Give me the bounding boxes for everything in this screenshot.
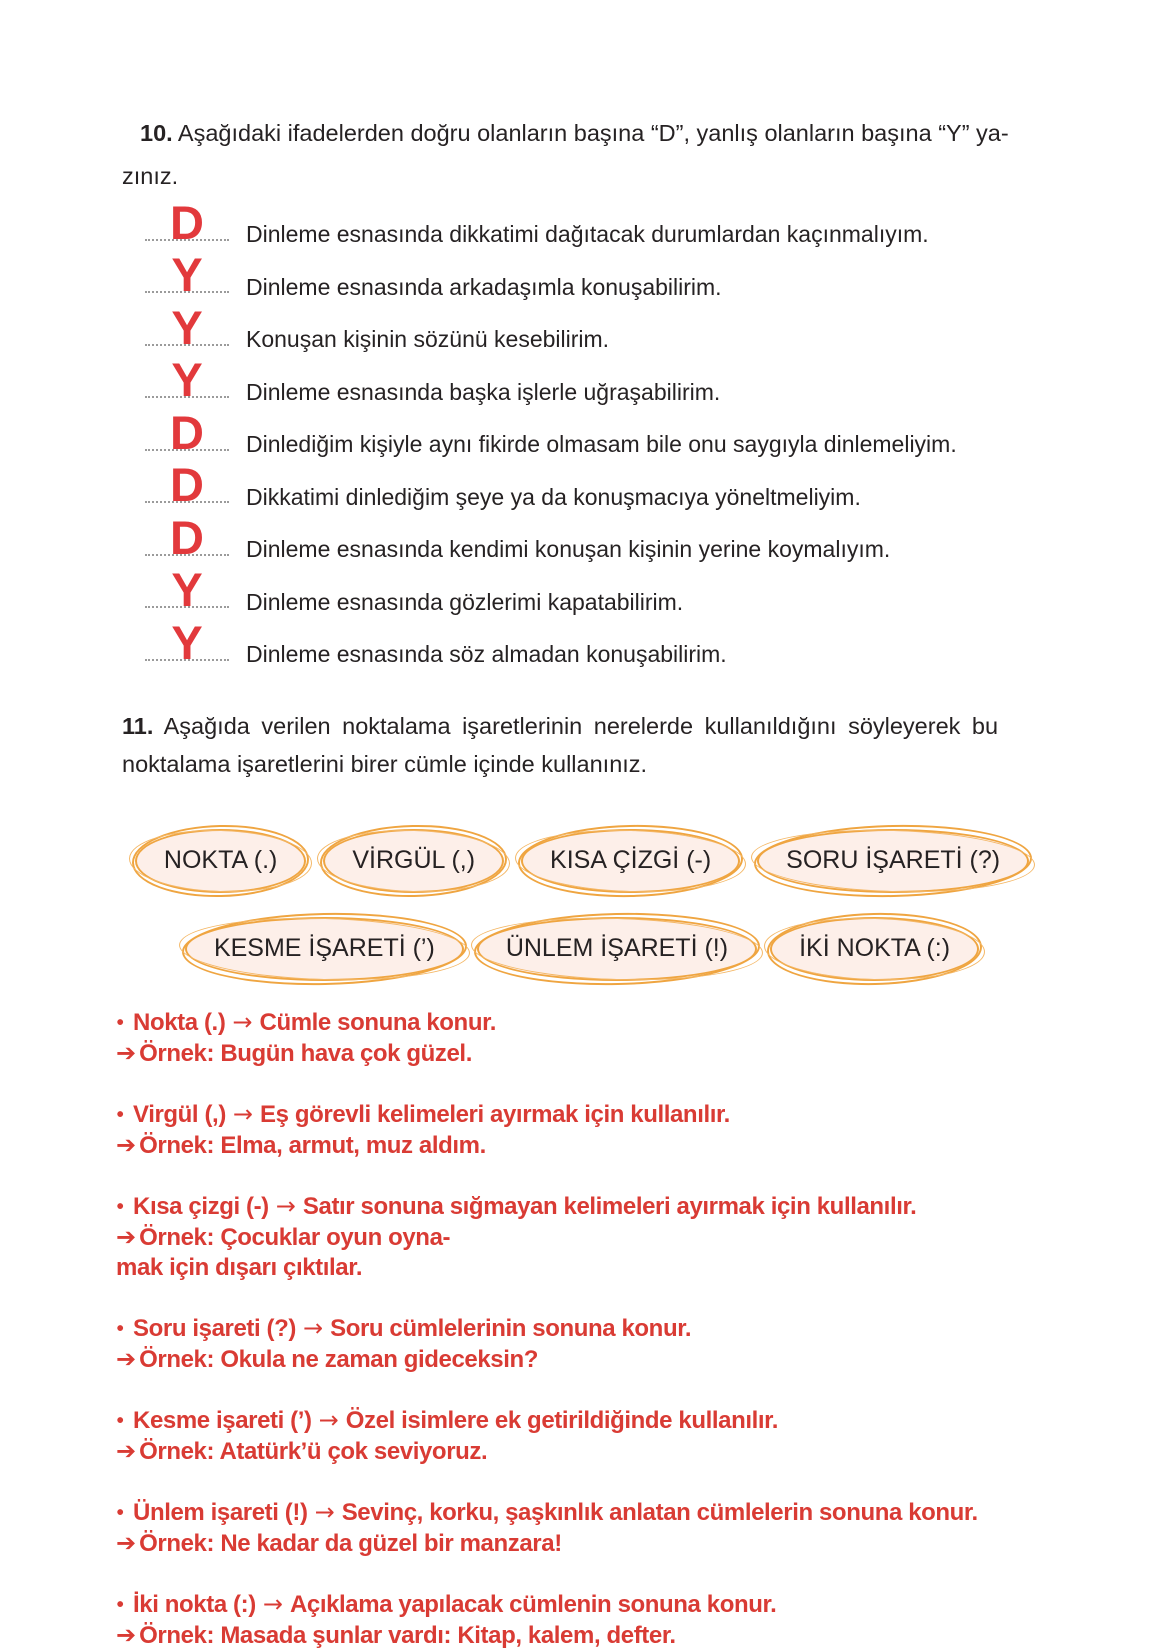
list-item xyxy=(145,556,1042,616)
statement-text: Dinleme esnasında dikkatimi dağıtacak durumlardan kaçınmalıyım. xyxy=(246,221,929,248)
example-arrow-icon: ➔ xyxy=(116,1344,137,1373)
badge-label: NOKTA (.) xyxy=(163,846,278,874)
arrow-icon: → xyxy=(314,1497,335,1526)
statement-text: Dinleme esnasında başka işlerle uğraşabilirim. xyxy=(246,378,721,405)
rule-line xyxy=(116,1405,1042,1436)
example-line xyxy=(116,1222,1042,1253)
example-continuation: mak için dışarı çıktılar. xyxy=(116,1253,363,1281)
rule-text: Soru cümlelerinin sonuna konur. xyxy=(330,1314,692,1342)
answer-section-unlem-isareti xyxy=(116,1497,1042,1559)
arrow-icon: → xyxy=(302,1313,324,1342)
badge-label: İKİ NOKTA (:) xyxy=(799,934,951,962)
answer-blank xyxy=(145,291,229,354)
arrow-icon: → xyxy=(232,1099,254,1128)
handwritten-answer: Y xyxy=(171,300,203,354)
question-11-line1 xyxy=(122,707,1042,745)
rule-term: Soru işareti (?) xyxy=(133,1314,296,1342)
badge-label: KISA ÇİZGİ (-) xyxy=(550,846,712,874)
example-arrow-icon: ➔ xyxy=(116,1528,137,1557)
list-item xyxy=(145,503,1042,564)
answer-blank xyxy=(145,344,229,406)
rule-line xyxy=(116,1007,1042,1038)
answer-section-nokta xyxy=(116,1007,1042,1069)
badge-row-1 xyxy=(122,829,1042,893)
handwritten-answer: D xyxy=(170,458,204,511)
example-text: Örnek: Elma, armut, muz aldım. xyxy=(139,1131,486,1159)
badge-row-2 xyxy=(122,917,1042,981)
rule-text: Eş görevli kelimeleri ayırmak için kullanılır. xyxy=(260,1100,730,1128)
rule-term: Ünlem işareti (!) xyxy=(133,1498,308,1526)
example-line xyxy=(116,1038,1042,1069)
statement-text: Konuşan kişinin sözünü kesebilirim. xyxy=(246,326,610,353)
answer-blank xyxy=(145,186,229,249)
bullet-icon: • xyxy=(116,1194,124,1218)
list-item xyxy=(145,451,1042,511)
example-text: Örnek: Atatürk’ü çok seviyoruz. xyxy=(139,1437,488,1465)
rule-text: Açıklama yapılacak cümlenin sonuna konur. xyxy=(289,1590,777,1618)
rule-text: Sevinç, korku, şaşkınlık anlatan cümlelerin sonuna konur. xyxy=(341,1498,978,1526)
arrow-icon: → xyxy=(318,1405,339,1434)
handwritten-answer: Y xyxy=(171,563,203,616)
handwritten-answers xyxy=(116,1007,1042,1651)
question-11-text1: Aşağıda verilen noktalama işaretlerinin nerelerde kullanıldığını söyleyerek bu xyxy=(163,712,999,739)
example-text: Örnek: Masada şunlar vardı: Kitap, kalem, defter. xyxy=(139,1621,676,1649)
handwritten-answer: D xyxy=(170,195,204,249)
rule-line xyxy=(116,1099,1042,1130)
question-11 xyxy=(122,707,1042,783)
rule-line xyxy=(116,1191,1042,1222)
question-11-number: 11. xyxy=(122,712,154,739)
rule-term: İki nokta (:) xyxy=(133,1590,256,1618)
example-line xyxy=(116,1620,1042,1651)
punctuation-badge-kesme-isareti xyxy=(185,917,464,981)
bullet-icon: • xyxy=(116,1408,124,1432)
list-item xyxy=(145,241,1042,301)
badge-label: KESME İŞARETİ (’) xyxy=(213,934,435,962)
question-10 xyxy=(122,112,1042,198)
statement-text: Dinleme esnasında gözlerimi kapatabilirim. xyxy=(246,588,684,615)
question-10-text1: Aşağıdaki ifadelerden doğru olanların başına “D”, yanlış olanların başına “Y” ya- xyxy=(177,120,1009,146)
answer-blank xyxy=(145,501,229,564)
example-arrow-icon: ➔ xyxy=(116,1620,137,1649)
list-item xyxy=(145,188,1042,249)
list-item xyxy=(145,346,1042,406)
answer-blank xyxy=(145,606,229,669)
question-11-line2: noktalama işaretlerini birer cümle içinde kullanınız. xyxy=(122,750,648,777)
punctuation-badges xyxy=(122,829,1042,981)
answer-blank xyxy=(145,239,229,301)
punctuation-badge-kisa-cizgi xyxy=(521,829,740,893)
bullet-icon: • xyxy=(116,1500,124,1524)
badge-label: VİRGÜL (,) xyxy=(352,846,476,874)
badge-label: ÜNLEM İŞARETİ (!) xyxy=(505,934,729,962)
example-text: Örnek: Ne kadar da güzel bir manzara! xyxy=(139,1529,562,1557)
statement-text: Dikkatimi dinlediğim şeye ya da konuşmacıya yöneltmeliyim. xyxy=(246,483,861,510)
answer-section-soru-isareti xyxy=(116,1313,1042,1375)
question-10-line1 xyxy=(122,112,1042,155)
arrow-icon: → xyxy=(232,1007,253,1036)
bullet-icon: • xyxy=(116,1102,124,1126)
example-text: Örnek: Bugün hava çok güzel. xyxy=(139,1039,472,1067)
rule-line xyxy=(116,1497,1042,1528)
handwritten-answer: D xyxy=(170,510,204,564)
rule-term: Kesme işareti (’) xyxy=(133,1406,312,1434)
badge-label: SORU İŞARETİ (?) xyxy=(786,846,1001,874)
example-line xyxy=(116,1344,1042,1375)
rule-term: Kısa çizgi (-) xyxy=(133,1192,269,1220)
bullet-icon: • xyxy=(116,1010,124,1034)
punctuation-badge-nokta xyxy=(135,829,306,893)
arrow-icon: → xyxy=(275,1191,296,1220)
handwritten-answer: Y xyxy=(171,248,203,301)
statement-text: Dinleme esnasında söz almadan konuşabilirim. xyxy=(246,641,727,668)
example-line xyxy=(116,1528,1042,1559)
rule-line xyxy=(116,1313,1042,1344)
question-10-number: 10. xyxy=(140,120,173,146)
example-arrow-icon: ➔ xyxy=(116,1130,137,1159)
bullet-icon: • xyxy=(116,1316,124,1340)
punctuation-badge-unlem-isareti xyxy=(477,917,757,981)
answer-blank xyxy=(145,449,229,511)
list-item xyxy=(145,398,1042,459)
answer-section-iki-nokta xyxy=(116,1589,1042,1651)
true-false-list xyxy=(145,188,1042,669)
example-text: Örnek: Okula ne zaman gideceksin? xyxy=(139,1345,539,1373)
statement-text: Dinleme esnasında arkadaşımla konuşabilirim. xyxy=(246,273,722,300)
example-text: Örnek: Çocuklar oyun oyna- xyxy=(139,1223,451,1251)
example-line xyxy=(116,1436,1042,1467)
example-arrow-icon: ➔ xyxy=(116,1222,137,1251)
statement-text: Dinlediğim kişiyle aynı fikirde olmasam bile onu saygıyla dinlemeliyim. xyxy=(246,431,957,458)
handwritten-answer: D xyxy=(170,405,204,459)
handwritten-answer: Y xyxy=(171,353,203,406)
statement-text: Dinleme esnasında kendimi konuşan kişinin yerine koymalıyım. xyxy=(246,536,891,563)
example-arrow-icon: ➔ xyxy=(116,1436,137,1465)
answer-blank xyxy=(145,396,229,459)
list-item xyxy=(145,293,1042,354)
question-10-line2: zınız. xyxy=(122,163,179,189)
arrow-icon: → xyxy=(262,1589,283,1618)
rule-text: Cümle sonuna konur. xyxy=(259,1008,496,1036)
example-arrow-icon: ➔ xyxy=(116,1038,137,1067)
bullet-icon: • xyxy=(116,1592,124,1616)
punctuation-badge-virgul xyxy=(323,829,504,893)
rule-term: Nokta (.) xyxy=(133,1008,226,1036)
handwritten-answer: Y xyxy=(171,615,203,669)
punctuation-badge-soru-isareti xyxy=(757,829,1029,893)
rule-text: Satır sonuna sığmayan kelimeleri ayırmak için kullanılır. xyxy=(302,1192,917,1220)
rule-text: Özel isimlere ek getirildiğinde kullanılır. xyxy=(345,1406,779,1434)
answer-section-virgul xyxy=(116,1099,1042,1161)
example-line xyxy=(116,1130,1042,1161)
list-item xyxy=(145,608,1042,669)
answer-section-kisa-cizgi xyxy=(116,1191,1042,1283)
answer-section-kesme-isareti xyxy=(116,1405,1042,1467)
rule-term: Virgül (,) xyxy=(133,1100,226,1128)
punctuation-badge-iki-nokta xyxy=(770,917,979,981)
answer-blank xyxy=(145,554,229,616)
